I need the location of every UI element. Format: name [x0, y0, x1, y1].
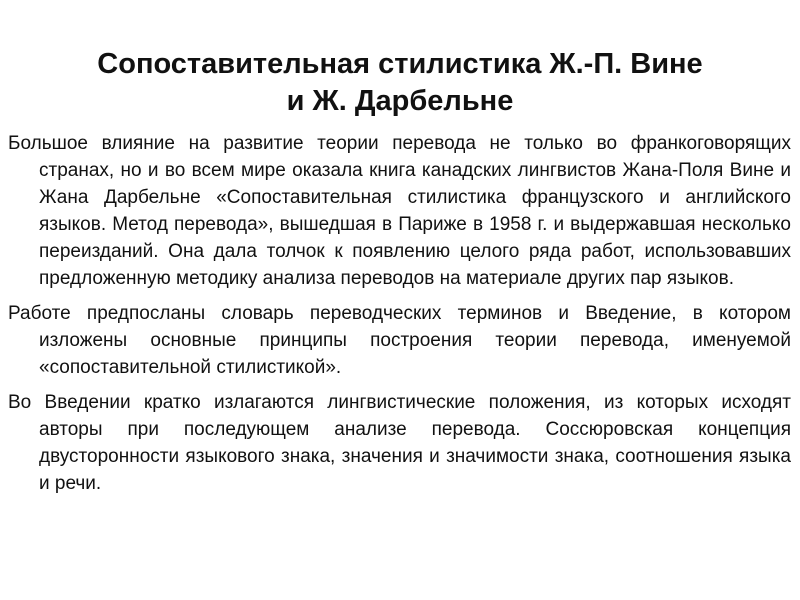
paragraph-1: Большое влияние на развитие теории перевода не только во франкоговорящих странах, но и во всем мире оказала книга канадских лингвистов Жана-Поля Вине и Жана Дарбельне «Сопоставительная стилистика французского и английского языков. Метод перевода», вышедшая в Париже в 1958 г. и выдержавшая несколько переизданий. Она дала толчок к появлению целого ряда работ, использовавших предложенную методику анализа переводов на материале других пар языков.: [8, 133, 791, 289]
slide-body: [8, 130, 791, 505]
slide-title-line-1: Сопоставительная стилистика Ж.-П. Вине: [97, 48, 703, 80]
paragraph-2: Работе предпосланы словарь переводческих терминов и Введение, в котором изложены основные принципы построения теории перевода, именуемой «сопоставительной стилистикой».: [8, 303, 791, 378]
slide-title-line-2: и Ж. Дарбельне: [286, 85, 514, 117]
paragraph-3: Во Введении кратко излагаются лингвистические положения, из которых исходят авторы при последующем анализе перевода. Соссюровская концепция двусторонности языкового знака, значения и значимости знака, соотношения языка и речи.: [8, 392, 791, 494]
slide-title: [0, 46, 800, 120]
